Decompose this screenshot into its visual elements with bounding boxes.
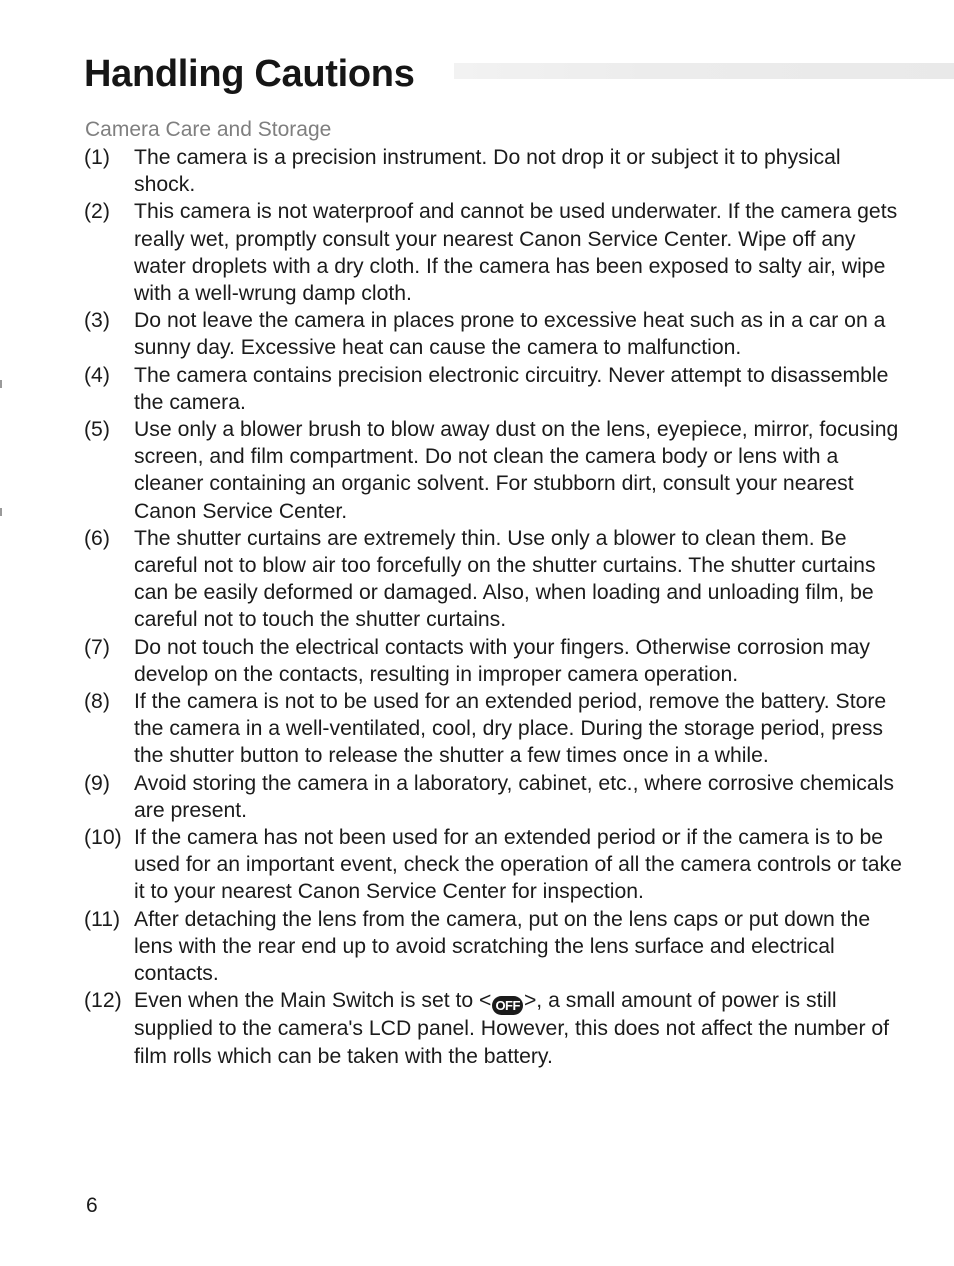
title-decorative-band bbox=[454, 63, 954, 79]
item-number: (12) bbox=[84, 989, 122, 1013]
list-item bbox=[84, 362, 904, 416]
item-text: The camera is a precision instrument. Do not drop it or subject it to physical shock. bbox=[134, 146, 841, 197]
item-number: (3) bbox=[84, 309, 110, 333]
item-number: (6) bbox=[84, 526, 110, 550]
scan-edge-mark bbox=[0, 380, 2, 388]
item-number: (7) bbox=[84, 635, 110, 659]
item-number: (8) bbox=[84, 690, 110, 714]
item-text bbox=[134, 987, 904, 1069]
item-text: Do not leave the camera in places prone to excessive heat such as in a car on a sunny day. Excessive heat can cause the camera to malfunction. bbox=[134, 309, 886, 360]
list-item bbox=[84, 770, 904, 824]
page-title: Handling Cautions bbox=[84, 53, 415, 95]
list-item bbox=[84, 198, 904, 307]
item-text: After detaching the lens from the camera, put on the lens caps or put down the lens with the rear end up to avoid scratching the lens surface and electrical contacts. bbox=[134, 907, 871, 986]
item-text: The shutter curtains are extremely thin. Use only a blower to clean them. Be careful not to blow air too forcefully on the shutter curtains. The shutter curtains can be easily deformed or damaged. Also, when loading and unloading film, be careful not to touch the shutter curtains. bbox=[134, 526, 876, 632]
title-row bbox=[84, 48, 954, 100]
item-number: (5) bbox=[84, 418, 110, 442]
item-number: (2) bbox=[84, 200, 110, 224]
scan-edge-mark bbox=[0, 508, 2, 516]
item-text-before-icon: Even when the Main Switch is set to < bbox=[134, 989, 492, 1013]
list-item bbox=[84, 824, 904, 906]
item-number: (9) bbox=[84, 771, 110, 795]
item-text: Use only a blower brush to blow away dust on the lens, eyepiece, mirror, focusing screen, and film compartment. Do not clean the camera body or lens with a cleaner containing an organic solvent. For stubborn dirt, consult your nearest Canon Service Center. bbox=[134, 418, 899, 523]
item-text-after-icon: >, a small amount of power is still supplied to the camera's LCD panel. However, this does not affect the number of film rolls which can be taken with the battery. bbox=[134, 989, 890, 1068]
list-item bbox=[84, 634, 904, 688]
item-number: (1) bbox=[84, 146, 110, 169]
list-item bbox=[84, 144, 904, 198]
item-number: (4) bbox=[84, 363, 110, 387]
item-text: If the camera has not been used for an extended period or if the camera is to be used for an important event, check the operation of all the camera controls or take it to your nearest Canon Service Center for inspection. bbox=[134, 826, 902, 904]
page-number: 6 bbox=[86, 1194, 98, 1217]
item-number: (10) bbox=[84, 826, 122, 850]
item-number: (11) bbox=[84, 907, 121, 931]
item-text: Do not touch the electrical contacts with your fingers. Otherwise corrosion may develop on the contacts, resulting in improper camera operation. bbox=[134, 635, 870, 686]
section-title: Camera Care and Storage bbox=[85, 118, 332, 141]
list-item bbox=[84, 307, 904, 361]
item-text: This camera is not waterproof and cannot be used underwater. If the camera gets really wet, promptly consult your nearest Canon Service Center. Wipe off any water droplets with a dry cloth. If the camera has been exposed to salty air, wipe with a well-wrung damp cloth. bbox=[134, 200, 898, 306]
off-switch-icon: OFF bbox=[492, 996, 523, 1015]
list-item bbox=[84, 987, 904, 1069]
caution-list bbox=[84, 144, 904, 1070]
list-item bbox=[84, 688, 904, 770]
list-item bbox=[84, 416, 904, 525]
item-text: If the camera is not to be used for an extended period, remove the battery. Store the camera in a well-ventilated, cool, dry place. During the storage period, press the shutter button to release the shutter a few times once in a while. bbox=[134, 690, 887, 768]
list-item bbox=[84, 906, 904, 988]
item-text: The camera contains precision electronic circuitry. Never attempt to disassemble the camera. bbox=[134, 363, 889, 414]
list-item bbox=[84, 525, 904, 634]
item-text: Avoid storing the camera in a laboratory, cabinet, etc., where corrosive chemicals are present. bbox=[134, 771, 894, 822]
